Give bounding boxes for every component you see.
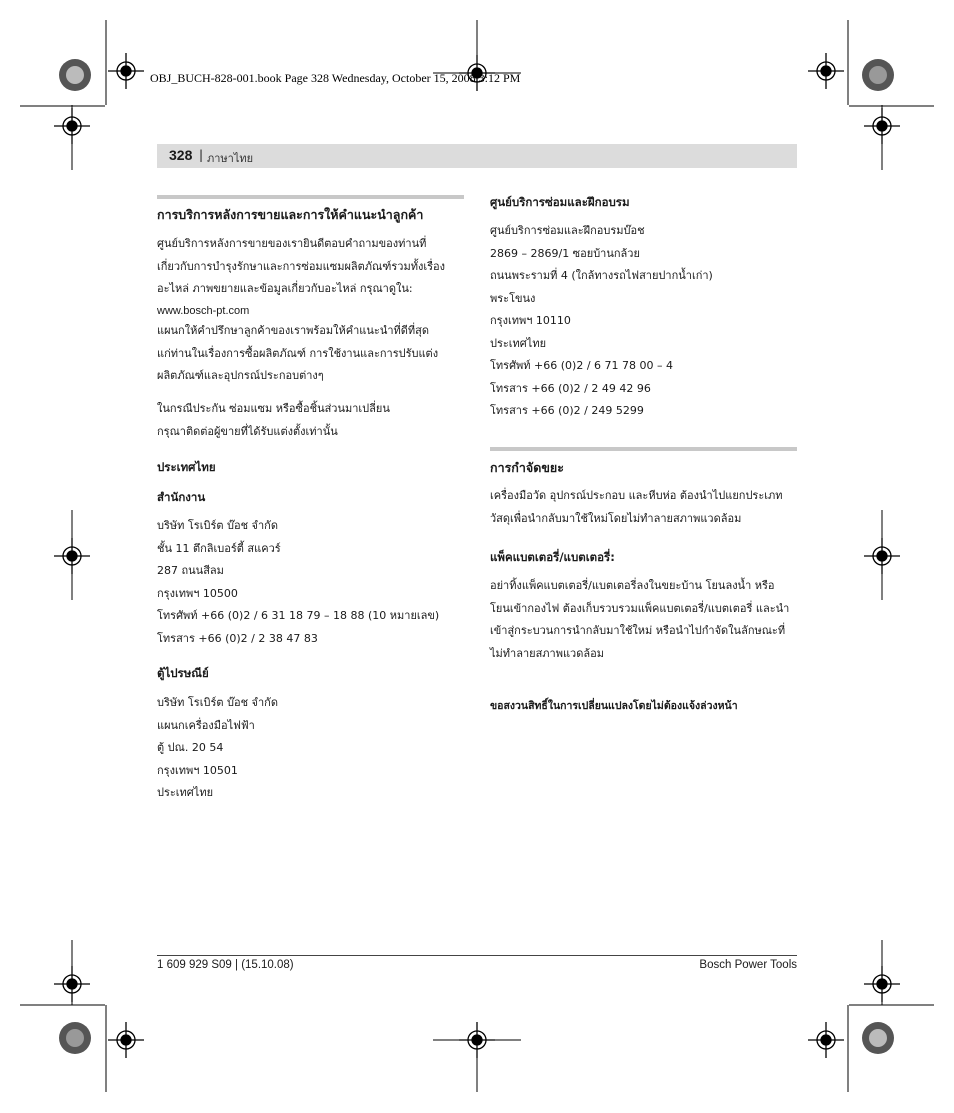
header-separator: | bbox=[199, 148, 204, 162]
footer-rule bbox=[157, 955, 797, 956]
advice-paragraph: แผนกให้คำปรึกษาลูกค้าของเราพร้อมให้คำแนะนำที่ดีที่สุด แก่ท่านในเรื่องการซื้อผลิตภัณฑ์ การใช้งานและการปรับแต่ง ผลิตภัณฑ์และอุปกรณ์ประกอบต่างๆ bbox=[157, 324, 439, 382]
disposal-paragraph: เครื่องมือวัด อุปกรณ์ประกอบ และหีบห่อ ต้องนำไปแยกประเภท วัสดุเพื่อนำกลับมาใช้ใหม่โดยไม่ทำลายสภาพแวดล้อม bbox=[490, 489, 783, 525]
footer-brand: Bosch Power Tools bbox=[699, 959, 797, 971]
battery-paragraph: อย่าทิ้งแพ็คแบตเตอรี่/แบตเตอรี่ลงในขยะบ้าน โยนลงน้ำ หรือ โยนเข้ากองไฟ ต้องเก็บรวบรวมแพ็คแบตเตอรี่/แบตเตอรี่ และนำ เข้าสู่กระบวนการนำกลับมาใช้ใหม่ หรือนำไปกำจัดในลักษณะที่ ไม่ทำลายสภาพแวดล้อม bbox=[490, 579, 790, 660]
website-link[interactable]: www.bosch-pt.com bbox=[157, 305, 250, 317]
page-number: 328 bbox=[169, 147, 193, 163]
office-address: บริษัท โรเบิร์ต บ๊อช จำกัด ชั้น 11 ตึกลิเบอร์ตี้ สแควร์ 287 ถนนสีลม กรุงเทพฯ 10500 โทรศัพท์ +66 (0)2 / 6 31 18 79 – 18 88 (10 หมายเลข) โทรสาร +66 (0)2 / 2 38 47 83 bbox=[157, 519, 440, 645]
page-header bbox=[157, 144, 797, 168]
pobox-address: บริษัท โรเบิร์ต บ๊อช จำกัด แผนกเครื่องมือไฟฟ้า ตู้ ปณ. 20 54 กรุงเทพฯ 10501 ประเทศไทย bbox=[157, 696, 278, 799]
office-heading: สำนักงาน bbox=[157, 490, 206, 504]
reserve-note: ขอสงวนสิทธิ์ในการเปลี่ยนแปลงโดยไม่ต้องแจ้งล่วงหน้า bbox=[490, 700, 738, 712]
country-heading: ประเทศไทย bbox=[157, 460, 216, 474]
battery-heading: แพ็คแบตเตอรี่/แบตเตอรี่: bbox=[490, 550, 615, 564]
section-rule bbox=[490, 447, 797, 451]
disposal-heading: การกำจัดขยะ bbox=[490, 460, 564, 475]
repair-center-address: ศูนย์บริการซ่อมและฝึกอบรมบ๊อช 2869 – 2869/1 ซอยบ้านกล้วย ถนนพระรามที่ 4 (ใกล้ทางรถไฟสายปากน้ำเก่า) พระโขนง กรุงเทพฯ 10110 ประเทศไทย โทรศัพท์ +66 (0)2 / 6 71 78 00 – 4 โทรสาร +66 (0)2 / 2 49 42 96 โทรสาร +66 (0)2 / 249 5299 bbox=[490, 224, 713, 417]
section-rule bbox=[157, 195, 464, 199]
intro-paragraph: ศูนย์บริการหลังการขายของเรายินดีตอบคำถามของท่านที่ เกี่ยวกับการบำรุงรักษาและการซ่อมแซมผลิตภัณฑ์รวมทั้งเรื่อง อะไหล่ ภาพขยายและข้อมูลเกี่ยวกับอะไหล่ กรุณาดูใน: bbox=[157, 237, 445, 295]
warranty-paragraph: ในกรณีประกัน ซ่อมแซม หรือซื้อชิ้นส่วนมาเปลี่ยน กรุณาติดต่อผู้ขายที่ได้รับแต่งตั้งเท่านั้น bbox=[157, 402, 390, 438]
print-slug: OBJ_BUCH-828-001.book Page 328 Wednesday, October 15, 2008 3:12 PM bbox=[150, 71, 521, 85]
section-label: ภาษาไทย bbox=[207, 152, 254, 165]
footer-doc-number: 1 609 929 S09 | (15.10.08) bbox=[157, 959, 294, 971]
service-heading: การบริการหลังการขายและการให้คำแนะนำลูกค้า bbox=[157, 207, 424, 222]
pobox-heading: ตู้ไปรษณีย์ bbox=[157, 666, 209, 680]
repair-center-heading: ศูนย์บริการซ่อมและฝึกอบรม bbox=[490, 195, 630, 209]
